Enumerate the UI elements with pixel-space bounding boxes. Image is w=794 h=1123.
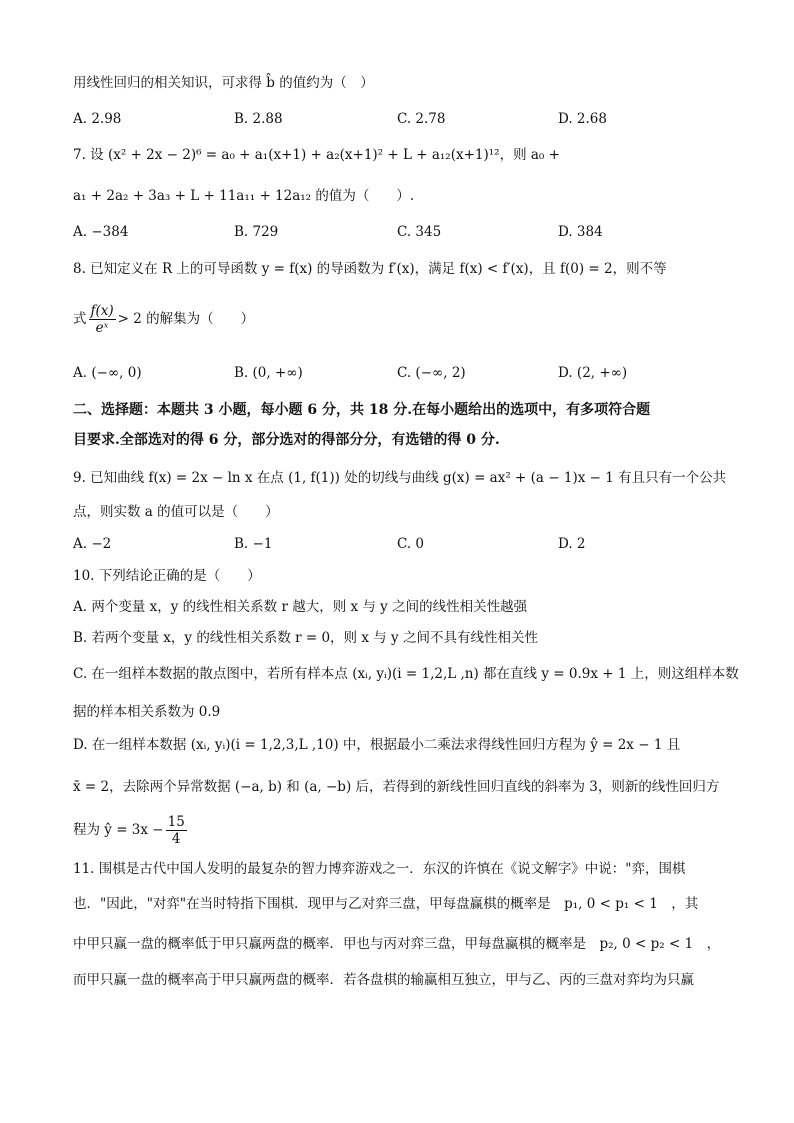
q11-stem-line2: 也．"因此，"对弈"在当时特指下围棋．现甲与乙对弈三盘，甲每盘赢棋的概率是 p₁, 0 < p₁ < 1 ，其 xyxy=(73,896,699,912)
q9-stem-line1: 9. 已知曲线 f(x) = 2x − ln x 在点 (1, f(1)) 处的切线与曲线 g(x) = ax² + (a − 1)x − 1 有且只有一个公共 xyxy=(73,470,727,486)
section2-heading-line2: 目要求.全部选对的得 6 分，部分选对的得部分分，有选错的得 0 分. xyxy=(73,432,500,448)
q10-option-a: A. 两个变量 x，y 的线性相关系数 r 越大，则 x 与 y 之间的线性相关性越强 xyxy=(73,599,528,615)
q9-stem-line2: 点，则实数 a 的值可以是（ ） xyxy=(73,504,279,520)
q8-option-c: C. (−∞, 2) xyxy=(397,365,466,381)
q8-line2-suffix: > 2 的解集为（ ） xyxy=(117,311,255,327)
q9-option-a: A. −2 xyxy=(73,536,112,552)
q10-option-b: B. 若两个变量 x，y 的线性相关系数 r = 0，则 x 与 y 之间不具有线性相关性 xyxy=(73,630,538,646)
q10-d3-numerator: 15 xyxy=(167,814,185,830)
q10-d3-prefix: 程为 ŷ = 3x − xyxy=(73,822,164,838)
q10-option-d-line1: D. 在一组样本数据 (xᵢ, yᵢ)(i = 1,2,3,L ,10) 中，根据最小二乘法求得线性回归方程为 ŷ = 2x − 1 且 xyxy=(73,737,681,753)
q8-fraction-denominator: eˣ xyxy=(95,320,109,336)
q7-stem-line1: 7. 设 (x² + 2x − 2)⁶ = a₀ + a₁(x+1) + a₂(x+1)² + L + a₁₂(x+1)¹²，则 a₀ + xyxy=(73,147,560,163)
q7-option-a: A. −384 xyxy=(73,224,129,240)
q10-option-d-line3 xyxy=(73,812,189,848)
q6-option-b: B. 2.88 xyxy=(234,111,283,127)
q9-option-c: C. 0 xyxy=(397,536,425,552)
q7-option-c: C. 345 xyxy=(397,224,442,240)
q10-option-d-line2: x̄ = 2，去除两个异常数据 (−a, b) 和 (a, −b) 后，若得到的新线性回归直线的斜率为 3，则新的线性回归方 xyxy=(73,779,720,795)
q8-option-b: B. (0, +∞) xyxy=(234,365,303,381)
q8-fraction-numerator: f(x) xyxy=(90,303,114,319)
section2-heading-line1: 二、选择题：本题共 3 小题，每小题 6 分，共 18 分.在每小题给出的选项中，有多项符合题 xyxy=(73,402,651,418)
q6-stem-tail: 用线性回归的相关知识，可求得 b̂ 的值约为（ ） xyxy=(73,75,374,91)
q6-option-a: A. 2.98 xyxy=(73,111,122,127)
q11-stem-line3: 中甲只赢一盘的概率低于甲只赢两盘的概率．甲也与丙对弈三盘，甲每盘赢棋的概率是 p₂, 0 < p₂ < 1 ， xyxy=(73,936,721,952)
q8-fraction xyxy=(89,303,116,336)
q10-d3-fraction xyxy=(166,814,187,847)
q10-option-c-line2: 据的样本相关系数为 0.9 xyxy=(73,704,221,720)
q6-option-d: D. 2.68 xyxy=(558,111,607,127)
q9-option-d: D. 2 xyxy=(558,536,586,552)
q8-stem-line2 xyxy=(73,302,254,336)
q10-option-c-line1: C. 在一组样本数据的散点图中，若所有样本点 (xᵢ, yᵢ)(i = 1,2,L ,n) 都在直线 y = 0.9x + 1 上，则这组样本数 xyxy=(73,666,739,682)
q8-stem-line1: 8. 已知定义在 R 上的可导函数 y = f(x) 的导函数为 f′(x)，满足 f(x) < f′(x)，且 f(0) = 2，则不等 xyxy=(73,261,667,277)
q8-option-a: A. (−∞, 0) xyxy=(73,365,142,381)
q10-stem: 10. 下列结论正确的是（ ） xyxy=(73,568,261,584)
q6-option-c: C. 2.78 xyxy=(397,111,446,127)
q10-d3-denominator: 4 xyxy=(171,831,181,847)
q11-stem-line4: 而甲只赢一盘的概率高于甲只赢两盘的概率．若各盘棋的输赢相互独立，甲与乙、丙的三盘对弈均为只赢 xyxy=(73,972,694,988)
q11-stem-line1: 11. 围棋是古代中国人发明的最复杂的智力博弈游戏之一．东汉的许慎在《说文解字》中说："弈，围棋 xyxy=(73,861,686,877)
q7-option-b: B. 729 xyxy=(234,224,279,240)
q8-line2-prefix: 式 xyxy=(73,311,87,327)
q8-option-d: D. (2, +∞) xyxy=(558,365,628,381)
q9-option-b: B. −1 xyxy=(234,536,273,552)
q7-option-d: D. 384 xyxy=(558,224,603,240)
q7-stem-line2: a₁ + 2a₂ + 3a₃ + L + 11a₁₁ + 12a₁₂ 的值为（ ）. xyxy=(73,188,415,204)
